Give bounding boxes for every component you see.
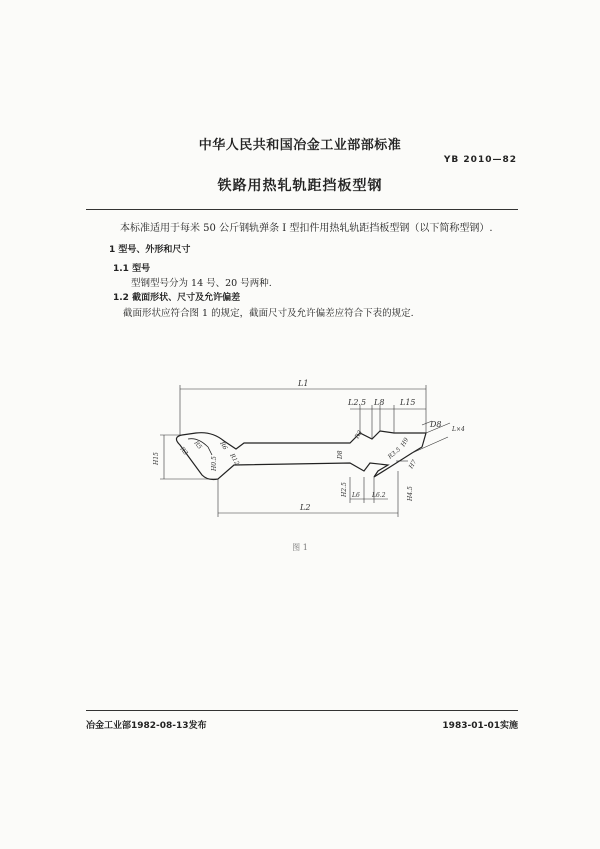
label-l1: L1 xyxy=(298,379,309,388)
header-divider xyxy=(86,209,518,210)
label-r12: R12 xyxy=(228,452,241,467)
footer-divider xyxy=(86,710,518,711)
section-1-1-text: 型钢型号分为 14 号、20 号两种. xyxy=(131,278,272,289)
label-l6-2: L6.2 xyxy=(372,492,386,499)
label-l8: L8 xyxy=(374,398,385,407)
standard-code: YB 2010—82 xyxy=(443,155,517,165)
label-h0-5: H0.5 xyxy=(211,456,218,471)
label-d8-top: D8 xyxy=(430,420,442,429)
label-l2-5: L2.5 xyxy=(348,398,367,407)
figure-caption: 图 1 xyxy=(292,543,308,552)
label-h2-5: H2.5 xyxy=(341,482,348,497)
section-1-2-text: 截面形状应符合图 1 的规定，截面尺寸及允许偏差应符合下表的规定. xyxy=(123,308,414,319)
section-1-1-heading: 1.1 型号 xyxy=(113,264,151,274)
section-1-2-heading: 1.2 截面形状、尺寸及允许偏差 xyxy=(113,293,241,303)
label-l2: L2 xyxy=(300,503,311,512)
label-d8-web: D8 xyxy=(337,450,344,459)
effective-date: 1983-01-01实施 xyxy=(442,721,518,731)
label-h7: H7 xyxy=(407,458,419,470)
label-r3-b: R3 xyxy=(353,429,364,440)
label-h9: H9 xyxy=(399,436,411,448)
issue-date: 冶金工业部1982-08-13发布 xyxy=(86,721,207,731)
label-h15: H15 xyxy=(153,452,160,465)
label-l15: L15 xyxy=(400,398,416,407)
label-r3-5: R3.5 xyxy=(386,446,403,461)
document-title: 铁路用热轧轨距挡板型钢 xyxy=(217,178,383,194)
label-r3: R3 xyxy=(178,445,190,457)
cross-section-drawing xyxy=(150,375,465,530)
scope-paragraph: 本标准适用于每米 50 公斤钢轨弹条 I 型扣件用热轧轨距挡板型钢（以下简称型钢）. xyxy=(120,223,493,234)
label-r6: R6 xyxy=(218,440,229,452)
label-r5: R5 xyxy=(192,439,204,451)
label-h4-5: H4.5 xyxy=(407,486,414,501)
section-1-heading: 1 型号、外形和尺寸 xyxy=(109,245,191,255)
label-lx4: L×4 xyxy=(452,426,465,433)
label-l6: L6 xyxy=(352,492,360,499)
issuing-organization: 中华人民共和国冶金工业部部标准 xyxy=(198,138,402,153)
